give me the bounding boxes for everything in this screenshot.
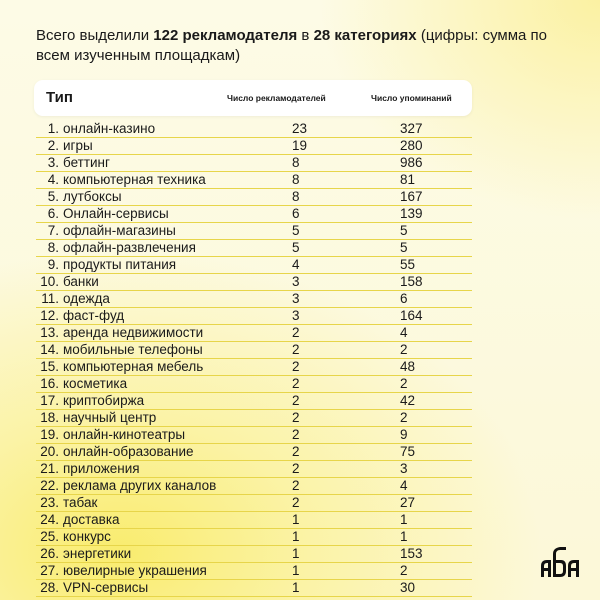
table-header bbox=[34, 80, 472, 116]
row-advertisers: 2 bbox=[292, 393, 300, 408]
row-label: доставка bbox=[63, 512, 120, 527]
row-number: 10. bbox=[40, 274, 59, 289]
row-label: лутбоксы bbox=[63, 189, 122, 204]
intro-part1: Всего выделили bbox=[36, 27, 154, 44]
row-label: аренда недвижимости bbox=[63, 325, 204, 340]
row-number: 4. bbox=[47, 172, 59, 187]
row-number: 23. bbox=[40, 495, 59, 510]
row-advertisers: 5 bbox=[292, 223, 300, 238]
row-advertisers: 3 bbox=[292, 274, 300, 289]
row-mentions: 167 bbox=[400, 189, 423, 204]
row-mentions: 5 bbox=[400, 240, 408, 255]
row-number: 20. bbox=[40, 444, 59, 459]
row-mentions: 1 bbox=[400, 512, 408, 527]
table-row bbox=[36, 529, 472, 546]
row-mentions: 4 bbox=[400, 325, 408, 340]
row-label: одежда bbox=[63, 291, 110, 306]
row-number: 8. bbox=[47, 240, 59, 255]
table-row bbox=[36, 240, 472, 257]
row-advertisers: 2 bbox=[292, 325, 300, 340]
row-label: табак bbox=[63, 495, 98, 510]
row-label: ювелирные украшения bbox=[63, 563, 207, 578]
row-label: фаст-фуд bbox=[63, 308, 125, 323]
row-number: 19. bbox=[40, 427, 59, 442]
row-mentions: 42 bbox=[400, 393, 416, 408]
row-number: 17. bbox=[40, 393, 59, 408]
row-label: игры bbox=[63, 138, 93, 153]
row-label: Онлайн-сервисы bbox=[63, 206, 169, 221]
table-row bbox=[36, 478, 472, 495]
row-number: 26. bbox=[40, 546, 59, 561]
row-mentions: 30 bbox=[400, 580, 416, 595]
row-number: 22. bbox=[40, 478, 59, 493]
table-row bbox=[36, 410, 472, 427]
intro-advertisers-count: 122 рекламодателя bbox=[153, 27, 298, 44]
row-mentions: 153 bbox=[400, 546, 423, 561]
row-mentions: 81 bbox=[400, 172, 416, 187]
row-advertisers: 8 bbox=[292, 155, 300, 170]
row-advertisers: 8 bbox=[292, 189, 300, 204]
row-number: 14. bbox=[40, 342, 59, 357]
table-row bbox=[36, 138, 472, 155]
table-row bbox=[36, 580, 472, 597]
table-row bbox=[36, 257, 472, 274]
row-number: 1. bbox=[47, 121, 59, 136]
row-advertisers: 5 bbox=[292, 240, 300, 255]
row-advertisers: 8 bbox=[292, 172, 300, 187]
table-row bbox=[36, 189, 472, 206]
row-number: 3. bbox=[47, 155, 59, 170]
intro-part3: (цифры: сумма по всем изученным площадкам) bbox=[36, 27, 548, 64]
row-number: 18. bbox=[40, 410, 59, 425]
row-label: криптобиржа bbox=[63, 393, 145, 408]
row-number: 25. bbox=[40, 529, 59, 544]
row-label: офлайн-магазины bbox=[63, 223, 176, 238]
row-number: 13. bbox=[40, 325, 59, 340]
table-row bbox=[36, 359, 472, 376]
row-mentions: 2 bbox=[400, 376, 408, 391]
row-advertisers: 23 bbox=[292, 121, 308, 136]
row-mentions: 6 bbox=[400, 291, 408, 306]
row-number: 27. bbox=[40, 563, 59, 578]
row-mentions: 27 bbox=[400, 495, 416, 510]
row-advertisers: 1 bbox=[292, 529, 300, 544]
row-mentions: 55 bbox=[400, 257, 416, 272]
row-label: конкурс bbox=[63, 529, 111, 544]
table-row bbox=[36, 206, 472, 223]
row-number: 5. bbox=[47, 189, 59, 204]
table-row bbox=[36, 512, 472, 529]
table-row bbox=[36, 495, 472, 512]
row-advertisers: 4 bbox=[292, 257, 300, 272]
row-advertisers: 2 bbox=[292, 410, 300, 425]
row-number: 21. bbox=[40, 461, 59, 476]
row-advertisers: 2 bbox=[292, 461, 300, 476]
row-label: онлайн-казино bbox=[63, 121, 156, 136]
row-label: энергетики bbox=[63, 546, 132, 561]
row-label: VPN-сервисы bbox=[63, 580, 149, 595]
intro-text bbox=[36, 26, 556, 66]
row-number: 11. bbox=[41, 291, 59, 306]
row-number: 12. bbox=[40, 308, 59, 323]
row-label: косметика bbox=[63, 376, 128, 391]
table-row bbox=[36, 427, 472, 444]
row-advertisers: 2 bbox=[292, 444, 300, 459]
row-advertisers: 2 bbox=[292, 427, 300, 442]
row-mentions: 3 bbox=[400, 461, 408, 476]
row-number: 6. bbox=[47, 206, 59, 221]
row-label: онлайн-кинотеатры bbox=[63, 427, 186, 442]
header-advertisers: Число рекламодателей bbox=[227, 93, 326, 103]
row-mentions: 4 bbox=[400, 478, 408, 493]
table-row bbox=[36, 444, 472, 461]
table-row bbox=[36, 291, 472, 308]
header-type: Тип bbox=[46, 89, 73, 106]
table-row bbox=[36, 393, 472, 410]
row-advertisers: 1 bbox=[292, 580, 300, 595]
row-advertisers: 2 bbox=[292, 478, 300, 493]
row-number: 9. bbox=[47, 257, 59, 272]
row-mentions: 280 bbox=[400, 138, 423, 153]
row-mentions: 2 bbox=[400, 342, 408, 357]
row-label: компьютерная мебель bbox=[63, 359, 204, 374]
row-number: 15. bbox=[40, 359, 59, 374]
row-mentions: 164 bbox=[400, 308, 423, 323]
row-mentions: 1 bbox=[400, 529, 408, 544]
row-mentions: 327 bbox=[400, 121, 423, 136]
table-row bbox=[36, 563, 472, 580]
row-advertisers: 19 bbox=[292, 138, 308, 153]
row-mentions: 158 bbox=[400, 274, 423, 289]
table-row bbox=[36, 376, 472, 393]
table-row bbox=[36, 546, 472, 563]
table-row bbox=[36, 325, 472, 342]
row-mentions: 9 bbox=[400, 427, 408, 442]
table-row bbox=[36, 155, 472, 172]
row-label: офлайн-развлечения bbox=[63, 240, 196, 255]
row-advertisers: 2 bbox=[292, 376, 300, 391]
row-number: 7. bbox=[47, 223, 59, 238]
row-advertisers: 1 bbox=[292, 512, 300, 527]
row-mentions: 139 bbox=[400, 206, 423, 221]
row-mentions: 75 bbox=[400, 444, 416, 459]
row-number: 24. bbox=[40, 512, 59, 527]
row-label: беттинг bbox=[63, 155, 110, 170]
table-row bbox=[36, 172, 472, 189]
row-advertisers: 2 bbox=[292, 359, 300, 374]
row-label: компьютерная техника bbox=[63, 172, 206, 187]
row-label: продукты питания bbox=[63, 257, 177, 272]
row-number: 16. bbox=[40, 376, 59, 391]
row-mentions: 986 bbox=[400, 155, 423, 170]
table-body bbox=[36, 121, 472, 597]
row-label: реклама других каналов bbox=[63, 478, 217, 493]
row-mentions: 5 bbox=[400, 223, 408, 238]
aba-logo-icon bbox=[540, 544, 580, 578]
row-advertisers: 1 bbox=[292, 563, 300, 578]
row-mentions: 48 bbox=[400, 359, 416, 374]
row-mentions: 2 bbox=[400, 410, 408, 425]
row-number: 28. bbox=[40, 580, 59, 595]
table-row bbox=[36, 121, 472, 138]
row-advertisers: 6 bbox=[292, 206, 300, 221]
intro-categories-count: 28 категориях bbox=[313, 27, 417, 44]
header-mentions: Число упоминаний bbox=[371, 93, 452, 103]
table-row bbox=[36, 308, 472, 325]
row-label: приложения bbox=[63, 461, 140, 476]
row-advertisers: 2 bbox=[292, 342, 300, 357]
row-label: научный центр bbox=[63, 410, 157, 425]
row-label: мобильные телефоны bbox=[63, 342, 203, 357]
row-mentions: 2 bbox=[400, 563, 408, 578]
table-row bbox=[36, 342, 472, 359]
row-advertisers: 2 bbox=[292, 495, 300, 510]
row-label: онлайн-образование bbox=[63, 444, 194, 459]
table-row bbox=[36, 223, 472, 240]
table-row bbox=[36, 461, 472, 478]
row-number: 2. bbox=[47, 138, 59, 153]
table-row bbox=[36, 274, 472, 291]
row-advertisers: 1 bbox=[292, 546, 300, 561]
intro-part2: в bbox=[297, 27, 314, 44]
row-advertisers: 3 bbox=[292, 308, 300, 323]
row-label: банки bbox=[63, 274, 99, 289]
row-advertisers: 3 bbox=[292, 291, 300, 306]
